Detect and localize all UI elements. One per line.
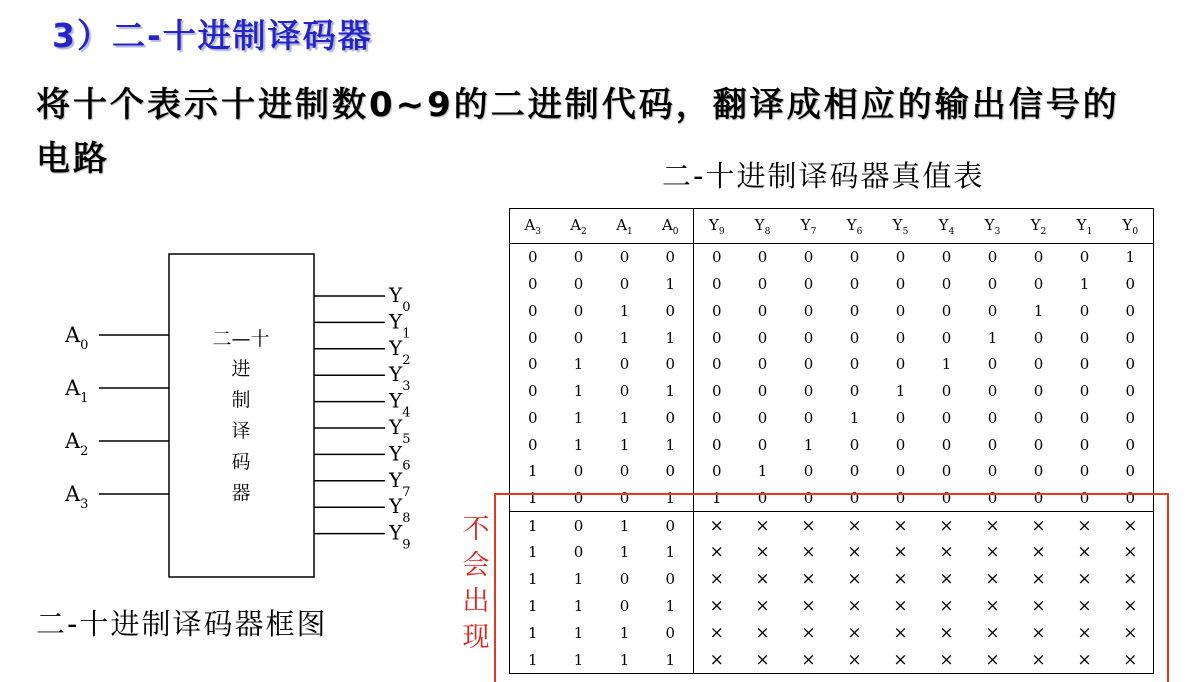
output-cell: 0 <box>1033 408 1044 427</box>
output-label-y2: $Y_2$ <box>389 335 411 368</box>
output-cell: 0 <box>757 301 768 320</box>
output-cell: 0 <box>849 301 860 320</box>
table-row <box>510 244 1154 271</box>
output-cell: 0 <box>803 328 814 347</box>
dont-care-cell: × <box>985 569 1000 590</box>
input-cell: 1 <box>665 543 676 562</box>
dont-care-cell: × <box>694 566 740 593</box>
output-cell: 0 <box>1033 248 1044 267</box>
input-cell: 1 <box>665 328 676 347</box>
output-cell: 0 <box>694 378 740 405</box>
input-cell: 0 <box>665 623 676 642</box>
output-cell: 0 <box>895 355 906 374</box>
output-cell: 0 <box>895 435 906 454</box>
dont-care-cell: × <box>755 569 770 590</box>
decoder-title: 二—十 <box>212 328 270 350</box>
input-cell: 1 <box>527 596 538 615</box>
dont-care-cell: × <box>694 593 740 620</box>
input-cell: 0 <box>665 408 676 427</box>
input-cell: 0 <box>527 328 538 347</box>
output-cell: 0 <box>895 408 906 427</box>
output-cell: 1 <box>895 382 906 401</box>
output-cell: 0 <box>987 382 998 401</box>
output-cell: 1 <box>1033 301 1044 320</box>
input-label-a2: $A_2$ <box>65 429 89 459</box>
input-cell: 0 <box>619 462 630 481</box>
dont-care-cell: × <box>801 649 816 670</box>
output-cell: 0 <box>941 275 952 294</box>
dont-care-cell: × <box>939 622 954 643</box>
input-cell: 0 <box>527 382 538 401</box>
header-a1: $A_1$ <box>602 209 648 244</box>
input-cell: 0 <box>573 301 584 320</box>
output-label-y4: $Y_4$ <box>389 388 411 421</box>
output-cell: 1 <box>757 462 768 481</box>
output-label-y5: $Y_5$ <box>389 415 411 447</box>
output-cell: 0 <box>803 355 814 374</box>
output-cell: 0 <box>1079 301 1090 320</box>
dont-care-cell: × <box>847 569 862 590</box>
output-cell: 0 <box>1033 462 1044 481</box>
header-a2: $A_2$ <box>556 209 602 244</box>
dont-care-cell: × <box>1016 512 1062 539</box>
input-cell: 0 <box>527 355 538 374</box>
output-cell: 0 <box>803 408 814 427</box>
output-cell: 0 <box>1125 275 1136 294</box>
input-cell: 0 <box>573 543 584 562</box>
input-cell: 1 <box>573 570 584 589</box>
output-cell: 0 <box>849 382 860 401</box>
input-cell: 0 <box>665 301 676 320</box>
output-cell: 0 <box>1125 435 1136 454</box>
dont-care-cell: × <box>939 595 954 616</box>
header-a0: $A_0$ <box>648 209 694 244</box>
output-cell: 0 <box>803 301 814 320</box>
output-cell: 0 <box>1033 489 1044 507</box>
input-cell: 1 <box>573 650 584 669</box>
input-cell: 1 <box>665 435 676 454</box>
table-row <box>510 458 1154 485</box>
dont-care-cell: × <box>694 619 740 646</box>
input-cell: 0 <box>648 512 694 539</box>
dont-care-cell: × <box>801 569 816 590</box>
input-cell: 0 <box>573 275 584 294</box>
input-cell: 1 <box>527 462 538 481</box>
dont-care-cell: × <box>847 649 862 670</box>
input-cell: 1 <box>665 489 676 507</box>
dont-care-cell: × <box>893 542 908 563</box>
output-label-y8: $Y_8$ <box>389 494 411 527</box>
output-cell: 0 <box>1079 355 1090 374</box>
dont-care-cell: × <box>801 595 816 616</box>
output-cell: 1 <box>987 328 998 347</box>
input-cell: 1 <box>619 650 630 669</box>
dont-care-cell: × <box>755 542 770 563</box>
dont-care-cell: × <box>1123 622 1138 643</box>
block-diagram <box>55 240 445 585</box>
header-y7: $Y_7$ <box>786 209 832 244</box>
input-cell: 1 <box>527 650 538 669</box>
dont-care-cell: × <box>1108 512 1154 539</box>
output-cell: 0 <box>1079 408 1090 427</box>
dont-care-cell: × <box>1031 649 1046 670</box>
input-cell: 1 <box>619 435 630 454</box>
output-label-y3: $Y_3$ <box>389 362 411 395</box>
output-cell: 0 <box>803 382 814 401</box>
header-y0: $Y_0$ <box>1108 209 1154 244</box>
output-cell: 0 <box>757 382 768 401</box>
output-cell: 0 <box>987 301 998 320</box>
dont-care-cell: × <box>1123 569 1138 590</box>
input-cell: 0 <box>527 275 538 294</box>
dont-care-cell: × <box>985 622 1000 643</box>
output-cell: 0 <box>694 458 740 485</box>
dont-care-cell: × <box>1077 595 1092 616</box>
dont-care-cell: × <box>694 512 740 539</box>
dont-care-cell: × <box>740 512 786 539</box>
table-row <box>510 297 1154 324</box>
output-cell: 0 <box>849 328 860 347</box>
output-cell: 0 <box>803 248 814 267</box>
input-cell: 1 <box>510 512 556 539</box>
dont-care-cell: × <box>755 649 770 670</box>
output-cell: 0 <box>895 275 906 294</box>
output-cell: 0 <box>1125 301 1136 320</box>
input-cell: 1 <box>573 596 584 615</box>
input-cell: 0 <box>527 435 538 454</box>
invalid-label-char: 不 <box>462 514 490 545</box>
input-cell: 1 <box>573 435 584 454</box>
dont-care-cell: × <box>893 649 908 670</box>
output-cell: 0 <box>1079 382 1090 401</box>
dont-care-cell: × <box>1031 542 1046 563</box>
dont-care-cell: × <box>985 595 1000 616</box>
output-cell: 0 <box>1033 275 1044 294</box>
decoder-box <box>169 254 314 577</box>
input-cell: 0 <box>527 248 538 267</box>
output-cell: 0 <box>1125 355 1136 374</box>
dont-care-cell: × <box>847 542 862 563</box>
input-cell: 0 <box>573 328 584 347</box>
output-cell: 0 <box>1079 462 1090 481</box>
input-cell: 1 <box>527 543 538 562</box>
output-cell: 1 <box>849 408 860 427</box>
decoder-title-char: 进 <box>231 358 251 380</box>
input-cell: 0 <box>665 355 676 374</box>
output-cell: 0 <box>941 489 952 507</box>
input-cell: 1 <box>619 543 630 562</box>
output-cell: 1 <box>1079 275 1090 294</box>
dont-care-cell: × <box>786 512 832 539</box>
output-cell: 0 <box>694 431 740 458</box>
input-cell: 0 <box>619 489 630 507</box>
dont-care-cell: × <box>1077 622 1092 643</box>
dont-care-cell: × <box>924 512 970 539</box>
input-cell: 0 <box>619 275 630 294</box>
output-cell: 0 <box>694 271 740 298</box>
output-cell: 0 <box>849 462 860 481</box>
table-row <box>510 324 1154 351</box>
input-cell: 0 <box>573 248 584 267</box>
output-cell: 0 <box>757 408 768 427</box>
dont-care-cell: × <box>939 569 954 590</box>
output-cell: 0 <box>849 355 860 374</box>
output-cell: 0 <box>694 297 740 324</box>
output-cell: 0 <box>895 248 906 267</box>
dont-care-cell: × <box>801 542 816 563</box>
output-cell: 0 <box>895 328 906 347</box>
decoder-title-char: 制 <box>231 389 251 411</box>
input-cell: 1 <box>619 328 630 347</box>
header-y6: $Y_6$ <box>832 209 878 244</box>
input-cell: 1 <box>665 275 676 294</box>
dont-care-cell: × <box>801 622 816 643</box>
input-label-a3: $A_3$ <box>65 482 89 512</box>
output-cell: 0 <box>941 382 952 401</box>
output-cell: 0 <box>941 301 952 320</box>
input-cell: 0 <box>665 248 676 267</box>
dont-care-cell: × <box>1031 569 1046 590</box>
header-y5: $Y_5$ <box>878 209 924 244</box>
output-cell: 0 <box>1125 328 1136 347</box>
header-a3: $A_3$ <box>510 209 556 244</box>
output-cell: 0 <box>941 328 952 347</box>
dont-care-cell: × <box>893 569 908 590</box>
dont-care-cell: × <box>755 595 770 616</box>
output-cell: 1 <box>941 355 952 374</box>
dont-care-cell: × <box>1123 595 1138 616</box>
input-cell: 0 <box>665 570 676 589</box>
dont-care-cell: × <box>893 622 908 643</box>
input-label-a1: $A_1$ <box>65 376 89 406</box>
output-label-y1: $Y_1$ <box>389 309 411 342</box>
output-cell: 0 <box>803 462 814 481</box>
output-cell: 0 <box>1033 382 1044 401</box>
output-cell: 0 <box>1125 489 1136 507</box>
dont-care-cell: × <box>832 512 878 539</box>
dont-care-cell: × <box>878 512 924 539</box>
input-cell: 1 <box>527 623 538 642</box>
output-cell: 0 <box>1125 462 1136 481</box>
input-cell: 1 <box>573 382 584 401</box>
output-cell: 0 <box>849 248 860 267</box>
invalid-label-char: 现 <box>462 622 490 653</box>
dont-care-cell: × <box>694 646 740 673</box>
input-cell: 0 <box>527 408 538 427</box>
input-cell: 1 <box>527 570 538 589</box>
output-cell: 0 <box>849 489 860 507</box>
dont-care-cell: × <box>1077 569 1092 590</box>
output-cell: 0 <box>987 489 998 507</box>
input-cell: 0 <box>573 462 584 481</box>
header-y3: $Y_3$ <box>970 209 1016 244</box>
output-label-y7: $Y_7$ <box>389 467 411 500</box>
output-label-y0: $Y_0$ <box>389 283 411 315</box>
dont-care-cell: × <box>893 595 908 616</box>
output-cell: 0 <box>895 489 906 507</box>
input-cell: 0 <box>619 248 630 267</box>
table-row <box>510 351 1154 378</box>
decoder-title-char: 码 <box>231 451 251 473</box>
input-cell: 0 <box>619 355 630 374</box>
input-cell: 1 <box>573 623 584 642</box>
output-cell: 0 <box>1125 408 1136 427</box>
slide-heading: 3）二-十进制译码器 <box>52 16 373 55</box>
dont-care-cell: × <box>970 512 1016 539</box>
dont-care-cell: × <box>755 622 770 643</box>
output-label-y9: $Y_9$ <box>389 520 411 553</box>
input-cell: 0 <box>619 596 630 615</box>
output-cell: 0 <box>757 328 768 347</box>
output-cell: 0 <box>987 408 998 427</box>
output-cell: 0 <box>941 408 952 427</box>
output-cell: 1 <box>1125 248 1136 267</box>
output-cell: 0 <box>1033 435 1044 454</box>
input-cell: 0 <box>556 512 602 539</box>
output-cell: 0 <box>694 244 740 271</box>
output-cell: 0 <box>694 404 740 431</box>
input-cell: 1 <box>619 301 630 320</box>
output-cell: 0 <box>987 355 998 374</box>
decoder-title-char: 译 <box>231 420 251 442</box>
header-y8: $Y_8$ <box>740 209 786 244</box>
output-cell: 1 <box>694 485 740 512</box>
header-y9: $Y_9$ <box>694 209 740 244</box>
output-cell: 0 <box>1079 489 1090 507</box>
dont-care-cell: × <box>1123 542 1138 563</box>
dont-care-cell: × <box>1123 649 1138 670</box>
table-row <box>510 378 1154 405</box>
input-cell: 1 <box>619 408 630 427</box>
output-cell: 0 <box>694 324 740 351</box>
dont-care-cell: × <box>1062 512 1108 539</box>
truth-table-header-row <box>510 209 1154 244</box>
block-diagram-caption: 二-十进制译码器框图 <box>36 607 328 641</box>
dont-care-cell: × <box>939 649 954 670</box>
input-cell: 0 <box>573 489 584 507</box>
output-cell: 0 <box>803 275 814 294</box>
header-y1: $Y_1$ <box>1062 209 1108 244</box>
output-cell: 0 <box>757 275 768 294</box>
dont-care-cell: × <box>939 542 954 563</box>
slide-description: 将十个表示十进制数0~9的二进制代码，翻译成相应的输出信号的电路 <box>36 85 1120 179</box>
invalid-rows-label <box>458 512 494 656</box>
output-cell: 0 <box>1079 435 1090 454</box>
truth-table-caption: 二-十进制译码器真值表 <box>662 159 985 193</box>
invalid-label-char: 会 <box>462 550 490 581</box>
dont-care-cell: × <box>847 622 862 643</box>
output-cell: 0 <box>849 275 860 294</box>
dont-care-cell: × <box>1077 542 1092 563</box>
output-cell: 0 <box>941 435 952 454</box>
invalid-rows-highlight <box>494 493 1169 682</box>
output-cell: 0 <box>1079 328 1090 347</box>
dont-care-cell: × <box>1077 649 1092 670</box>
input-label-a0: $A_0$ <box>65 323 89 353</box>
header-y2: $Y_2$ <box>1016 209 1062 244</box>
output-cell: 0 <box>849 435 860 454</box>
input-cell: 0 <box>665 462 676 481</box>
input-cell: 1 <box>527 489 538 507</box>
output-cell: 0 <box>694 351 740 378</box>
input-cell: 0 <box>619 382 630 401</box>
input-cell: 1 <box>665 382 676 401</box>
output-cell: 0 <box>941 462 952 481</box>
dont-care-cell: × <box>847 595 862 616</box>
input-cell: 1 <box>573 408 584 427</box>
output-cell: 0 <box>1033 328 1044 347</box>
decoder-title-char: 器 <box>231 482 251 504</box>
output-cell: 0 <box>757 489 768 507</box>
dont-care-cell: × <box>1031 622 1046 643</box>
output-label-y6: $Y_6$ <box>389 441 411 474</box>
output-cell: 0 <box>757 355 768 374</box>
output-cell: 0 <box>757 435 768 454</box>
table-row <box>510 271 1154 298</box>
input-cell: 1 <box>619 623 630 642</box>
input-cell: 0 <box>619 570 630 589</box>
output-cell: 0 <box>757 248 768 267</box>
invalid-label-char: 出 <box>462 586 490 617</box>
dont-care-cell: × <box>1031 595 1046 616</box>
output-cell: 0 <box>987 435 998 454</box>
header-y4: $Y_4$ <box>924 209 970 244</box>
output-cell: 0 <box>1125 382 1136 401</box>
output-cell: 0 <box>987 248 998 267</box>
dont-care-cell: × <box>694 539 740 566</box>
output-cell: 0 <box>987 462 998 481</box>
output-cell: 0 <box>941 248 952 267</box>
input-cell: 0 <box>527 301 538 320</box>
dont-care-cell: × <box>985 542 1000 563</box>
dont-care-cell: × <box>985 649 1000 670</box>
output-cell: 0 <box>1079 248 1090 267</box>
table-row <box>510 404 1154 431</box>
output-cell: 0 <box>895 301 906 320</box>
input-cell: 1 <box>573 355 584 374</box>
input-cell: 1 <box>665 596 676 615</box>
input-cell: 1 <box>665 650 676 669</box>
output-cell: 1 <box>803 435 814 454</box>
output-cell: 0 <box>1033 355 1044 374</box>
output-cell: 0 <box>987 275 998 294</box>
output-cell: 0 <box>803 489 814 507</box>
output-cell: 0 <box>895 462 906 481</box>
table-row <box>510 431 1154 458</box>
input-cell: 1 <box>602 512 648 539</box>
